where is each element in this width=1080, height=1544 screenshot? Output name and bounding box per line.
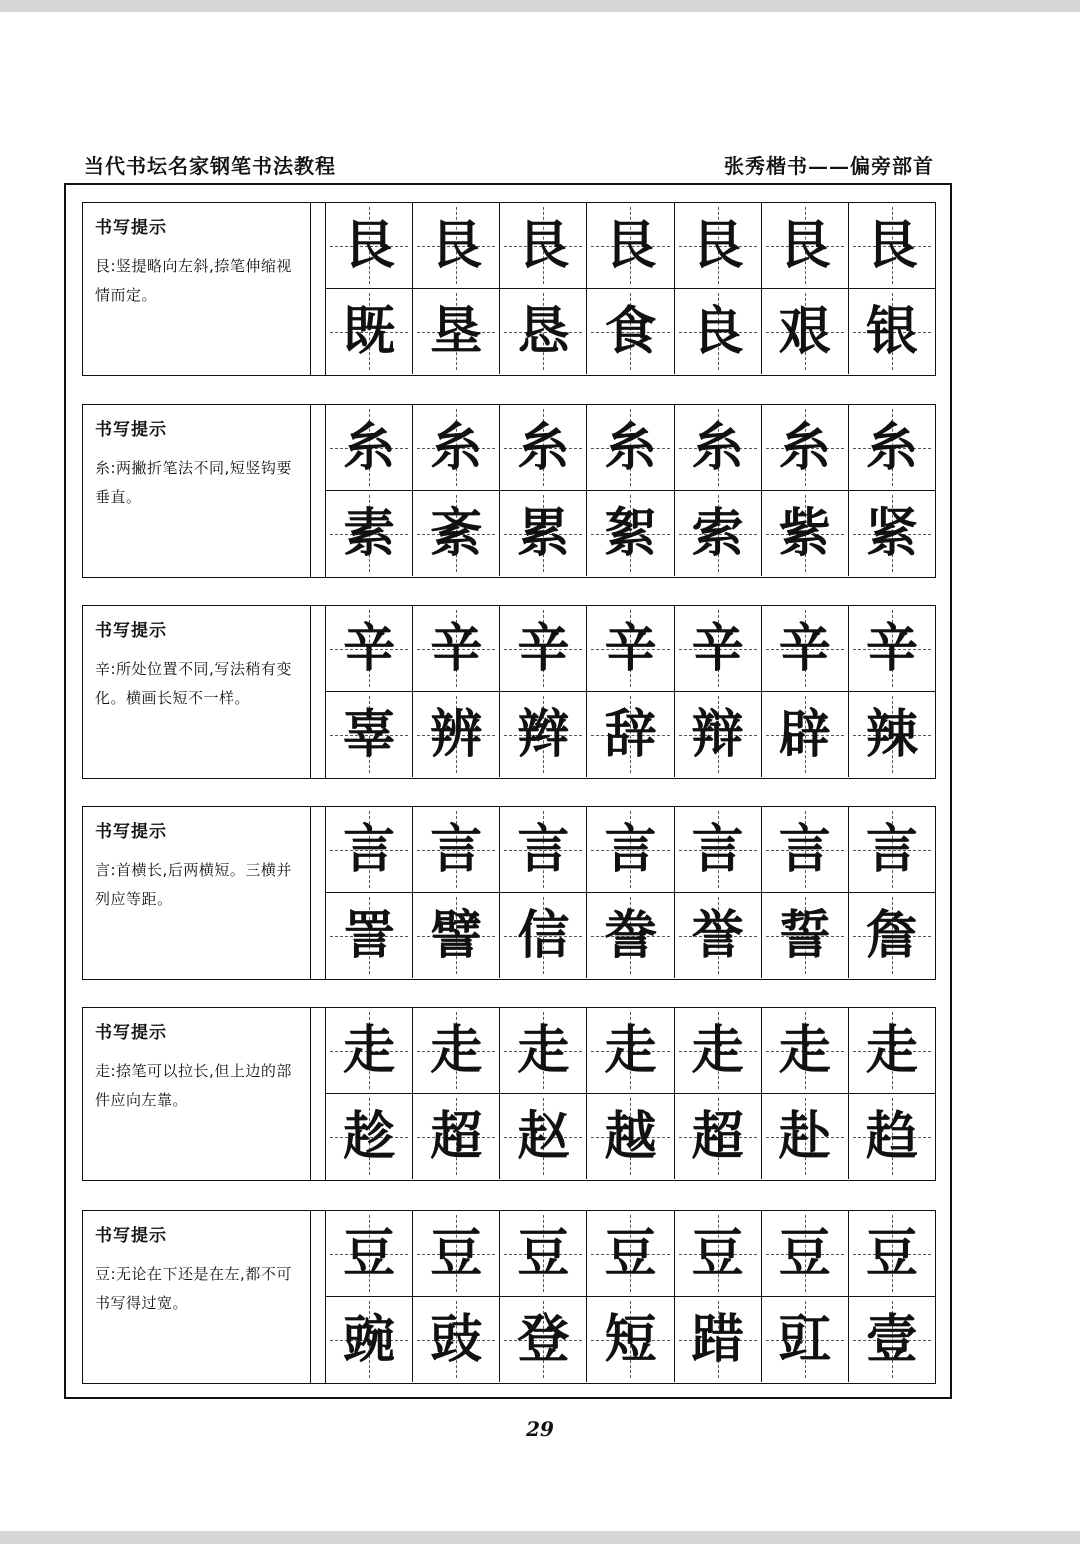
grid-cell — [326, 289, 413, 374]
character: 走 — [343, 1019, 396, 1081]
grid-cell — [500, 692, 587, 777]
grid-cell — [587, 893, 674, 978]
grid-cell — [413, 491, 500, 576]
example-row — [326, 1297, 935, 1382]
grid-cell — [500, 606, 587, 691]
character: 艮 — [343, 214, 396, 276]
grid-cell — [587, 692, 674, 777]
grid-cell — [500, 1297, 587, 1382]
character: 超 — [691, 1105, 744, 1167]
character: 紊 — [430, 502, 483, 564]
grid-cell — [326, 491, 413, 576]
grid-cell — [675, 203, 762, 288]
grid-cell — [762, 289, 849, 374]
character: 赵 — [517, 1105, 570, 1167]
example-row — [326, 491, 935, 576]
character: 趋 — [865, 1105, 918, 1167]
grid-cell — [587, 1008, 674, 1093]
grid-cell — [587, 606, 674, 691]
grid-cell — [413, 1211, 500, 1296]
grid-cell — [413, 807, 500, 892]
radical-row — [326, 405, 935, 491]
writing-tip-title: 书写提示 — [95, 218, 167, 238]
character: 糸 — [430, 416, 483, 478]
grid-cell — [849, 1211, 935, 1296]
grid-cell — [675, 893, 762, 978]
writing-tip-title: 书写提示 — [95, 1023, 167, 1043]
grid-cell — [762, 1211, 849, 1296]
writing-tip-box — [83, 203, 311, 375]
character: 短 — [604, 1308, 657, 1370]
grid-cell — [849, 893, 935, 978]
character: 越 — [604, 1105, 657, 1167]
writing-tip-text: 豆:无论在下还是在左,都不可书写得过宽。 — [95, 1265, 292, 1312]
grid-cell — [326, 203, 413, 288]
character: 辛 — [691, 617, 744, 679]
character: 银 — [865, 300, 918, 362]
character: 辩 — [691, 703, 744, 765]
character: 超 — [430, 1105, 483, 1167]
writing-tip-box — [83, 807, 311, 979]
grid-cell — [413, 692, 500, 777]
character: 艮 — [865, 214, 918, 276]
grid-cell — [675, 1211, 762, 1296]
grid-cell — [413, 203, 500, 288]
character: 艮 — [604, 214, 657, 276]
character: 辣 — [865, 703, 918, 765]
character: 誊 — [604, 904, 657, 966]
character: 素 — [343, 502, 396, 564]
example-row — [326, 893, 935, 978]
character: 信 — [517, 904, 570, 966]
character: 艮 — [517, 214, 570, 276]
writing-tip-box — [83, 1211, 311, 1383]
grid-cell — [849, 1297, 935, 1382]
character: 累 — [517, 502, 570, 564]
grid-cell — [500, 289, 587, 374]
grid-cell — [849, 289, 935, 374]
grid-cell — [413, 289, 500, 374]
character-grid — [325, 203, 935, 375]
grid-cell — [326, 1094, 413, 1179]
grid-cell — [675, 491, 762, 576]
grid-cell — [500, 1094, 587, 1179]
character: 豉 — [430, 1308, 483, 1370]
character: 走 — [778, 1019, 831, 1081]
grid-cell — [762, 606, 849, 691]
grid-cell — [675, 1094, 762, 1179]
writing-tip-title: 书写提示 — [95, 1226, 167, 1246]
top-bar — [0, 0, 1080, 12]
character: 艰 — [778, 300, 831, 362]
character: 豆 — [430, 1222, 483, 1284]
character: 誉 — [691, 904, 744, 966]
grid-cell — [326, 1008, 413, 1093]
grid-cell — [762, 1008, 849, 1093]
example-row — [326, 1094, 935, 1179]
character-grid — [325, 606, 935, 778]
writing-tip-box — [83, 606, 311, 778]
grid-cell — [849, 405, 935, 490]
character: 豆 — [343, 1222, 396, 1284]
grid-cell — [762, 807, 849, 892]
character: 食 — [604, 300, 657, 362]
grid-cell — [326, 1297, 413, 1382]
grid-cell — [326, 692, 413, 777]
character: 言 — [343, 818, 396, 880]
practice-section — [82, 202, 936, 376]
grid-cell — [326, 893, 413, 978]
grid-cell — [413, 1094, 500, 1179]
character: 糸 — [691, 416, 744, 478]
character: 絮 — [604, 502, 657, 564]
character: 糸 — [343, 416, 396, 478]
bottom-bar — [0, 1531, 1080, 1544]
grid-cell — [849, 692, 935, 777]
grid-cell — [587, 405, 674, 490]
grid-cell — [326, 1211, 413, 1296]
grid-cell — [500, 893, 587, 978]
character: 恳 — [517, 300, 570, 362]
writing-tip-title: 书写提示 — [95, 420, 167, 440]
character: 辜 — [343, 703, 396, 765]
character: 壹 — [865, 1308, 918, 1370]
character: 艮 — [691, 214, 744, 276]
grid-cell — [675, 807, 762, 892]
character: 垦 — [430, 300, 483, 362]
grid-cell — [762, 692, 849, 777]
practice-section — [82, 605, 936, 779]
book-title: 当代书坛名家钢笔书法教程 — [84, 154, 336, 178]
grid-cell — [762, 893, 849, 978]
practice-section — [82, 404, 936, 578]
character: 趁 — [343, 1105, 396, 1167]
character: 誓 — [778, 904, 831, 966]
character: 走 — [430, 1019, 483, 1081]
grid-cell — [675, 289, 762, 374]
character: 辛 — [343, 617, 396, 679]
grid-cell — [849, 1094, 935, 1179]
grid-cell — [326, 405, 413, 490]
character: 豌 — [343, 1308, 396, 1370]
character-grid — [325, 807, 935, 979]
writing-tip-text: 走:捺笔可以拉长,但上边的部件应向左靠。 — [95, 1062, 292, 1109]
grid-cell — [587, 289, 674, 374]
grid-cell — [587, 491, 674, 576]
character: 辫 — [517, 703, 570, 765]
character: 豆 — [517, 1222, 570, 1284]
radical-row — [326, 606, 935, 692]
character: 言 — [691, 818, 744, 880]
grid-cell — [587, 807, 674, 892]
character: 言 — [517, 818, 570, 880]
character: 豆 — [778, 1222, 831, 1284]
character: 踖 — [691, 1308, 744, 1370]
writing-tip-text: 言:首横长,后两横短。三横并列应等距。 — [95, 861, 292, 908]
character-grid — [325, 1211, 935, 1383]
practice-section — [82, 1210, 936, 1384]
character: 糸 — [517, 416, 570, 478]
character: 辞 — [604, 703, 657, 765]
grid-cell — [413, 606, 500, 691]
example-row — [326, 692, 935, 777]
grid-cell — [326, 606, 413, 691]
chapter-title: 张秀楷书——偏旁部首 — [724, 154, 934, 178]
grid-cell — [413, 1297, 500, 1382]
radical-row — [326, 807, 935, 893]
character: 辨 — [430, 703, 483, 765]
character: 糸 — [865, 416, 918, 478]
grid-cell — [500, 203, 587, 288]
grid-cell — [500, 807, 587, 892]
character: 走 — [604, 1019, 657, 1081]
character: 詹 — [865, 904, 918, 966]
character: 糸 — [778, 416, 831, 478]
practice-section — [82, 806, 936, 980]
character: 辛 — [865, 617, 918, 679]
practice-section — [82, 1007, 936, 1181]
character: 既 — [343, 300, 396, 362]
grid-cell — [326, 807, 413, 892]
grid-cell — [849, 606, 935, 691]
character: 辛 — [604, 617, 657, 679]
character: 言 — [430, 818, 483, 880]
grid-cell — [762, 203, 849, 288]
writing-tip-title: 书写提示 — [95, 621, 167, 641]
grid-cell — [500, 1008, 587, 1093]
writing-tip-box — [83, 1008, 311, 1180]
grid-cell — [587, 1297, 674, 1382]
character: 艮 — [778, 214, 831, 276]
character: 登 — [517, 1308, 570, 1370]
radical-row — [326, 1008, 935, 1094]
character: 走 — [517, 1019, 570, 1081]
writing-tip-title: 书写提示 — [95, 822, 167, 842]
radical-row — [326, 203, 935, 289]
grid-cell — [675, 405, 762, 490]
grid-cell — [587, 203, 674, 288]
grid-cell — [849, 203, 935, 288]
character: 豆 — [865, 1222, 918, 1284]
character: 豇 — [778, 1308, 831, 1370]
character: 紫 — [778, 502, 831, 564]
character: 豆 — [604, 1222, 657, 1284]
writing-tip-box — [83, 405, 311, 577]
grid-cell — [413, 893, 500, 978]
character: 辟 — [778, 703, 831, 765]
character: 言 — [778, 818, 831, 880]
character: 言 — [865, 818, 918, 880]
character-grid — [325, 405, 935, 577]
character: 豆 — [691, 1222, 744, 1284]
grid-cell — [413, 1008, 500, 1093]
character: 艮 — [430, 214, 483, 276]
character: 譬 — [430, 904, 483, 966]
character: 索 — [691, 502, 744, 564]
grid-cell — [500, 491, 587, 576]
grid-cell — [762, 1297, 849, 1382]
grid-cell — [675, 692, 762, 777]
character: 良 — [691, 300, 744, 362]
grid-cell — [587, 1211, 674, 1296]
writing-tip-text: 辛:所处位置不同,写法稍有变化。横画长短不一样。 — [95, 660, 292, 707]
character: 辛 — [778, 617, 831, 679]
character: 詈 — [343, 904, 396, 966]
character: 赴 — [778, 1105, 831, 1167]
grid-cell — [587, 1094, 674, 1179]
character: 辛 — [430, 617, 483, 679]
character: 言 — [604, 818, 657, 880]
grid-cell — [500, 405, 587, 490]
character-grid — [325, 1008, 935, 1180]
grid-cell — [762, 1094, 849, 1179]
radical-row — [326, 1211, 935, 1297]
writing-tip-text: 糸:两撇折笔法不同,短竖钩要垂直。 — [95, 459, 292, 506]
character: 辛 — [517, 617, 570, 679]
grid-cell — [849, 807, 935, 892]
example-row — [326, 289, 935, 374]
character: 糸 — [604, 416, 657, 478]
writing-tip-text: 艮:竖提略向左斜,捺笔伸缩视情而定。 — [95, 257, 292, 304]
grid-cell — [762, 405, 849, 490]
grid-cell — [849, 491, 935, 576]
grid-cell — [675, 1008, 762, 1093]
character: 走 — [691, 1019, 744, 1081]
grid-cell — [500, 1211, 587, 1296]
page-number: 29 — [526, 1417, 554, 1441]
grid-cell — [413, 405, 500, 490]
grid-cell — [675, 1297, 762, 1382]
grid-cell — [675, 606, 762, 691]
grid-cell — [849, 1008, 935, 1093]
character: 紧 — [865, 502, 918, 564]
grid-cell — [762, 491, 849, 576]
character: 走 — [865, 1019, 918, 1081]
